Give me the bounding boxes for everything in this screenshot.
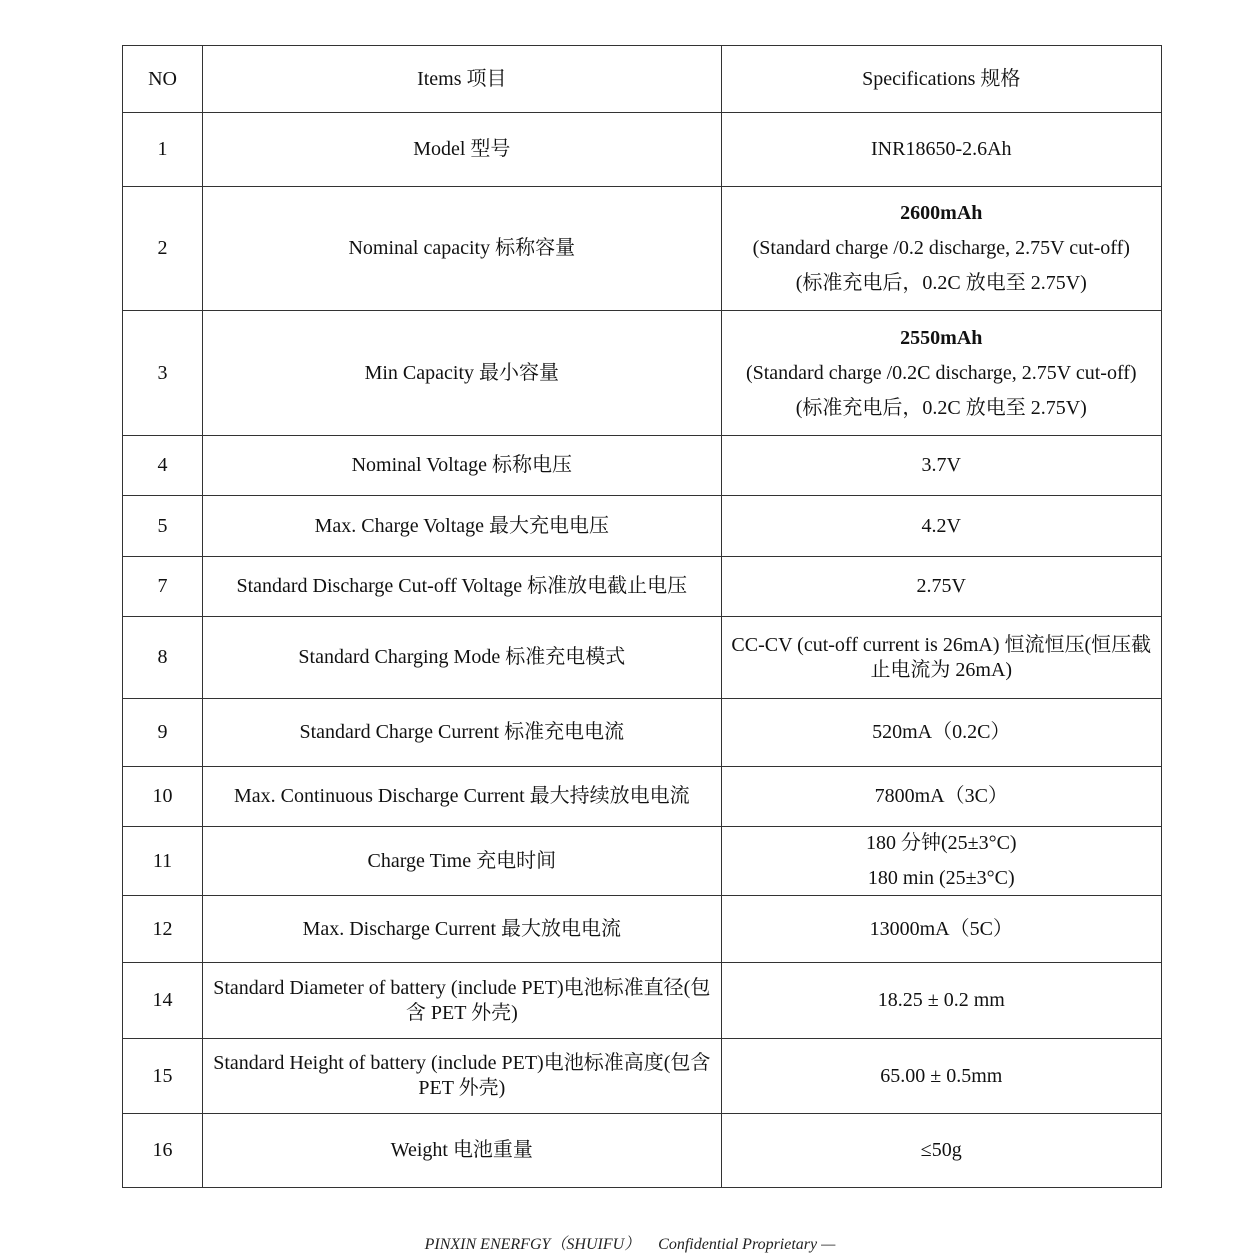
row-item: Weight 电池重量 <box>203 1114 721 1188</box>
row-spec <box>721 617 1161 699</box>
header-no: NO <box>123 46 203 113</box>
footer-note: Confidential Proprietary — <box>658 1236 836 1253</box>
row-item: Standard Height of battery (include PET)电池标准高度(包含 PET 外壳) <box>203 1039 721 1114</box>
spec-bold-value: 2550mAh <box>900 326 983 349</box>
row-no: 15 <box>123 1039 203 1114</box>
spec-line: 180 分钟(25±3°C) <box>865 832 1017 854</box>
spec-line: 18.25 ± 0.2 mm <box>877 989 1005 1011</box>
row-item: Max. Continuous Discharge Current 最大持续放电电流 <box>203 767 721 827</box>
table-row <box>123 699 1162 767</box>
spec-line: 13000mA（5C） <box>869 917 1013 940</box>
spec-line: 7800mA（3C） <box>874 785 1008 807</box>
spec-bold-value: 2600mAh <box>900 202 983 224</box>
row-spec <box>721 436 1161 496</box>
row-item: Model 型号 <box>203 113 721 187</box>
row-item: Charge Time 充电时间 <box>203 827 721 896</box>
row-no: 11 <box>123 827 203 896</box>
row-no: 12 <box>123 896 203 963</box>
spec-line: 65.00 ± 0.5mm <box>880 1064 1003 1087</box>
row-spec <box>721 1114 1161 1188</box>
spec-line: (标准充电后，0.2C 放电至 2.75V) <box>795 396 1087 419</box>
row-no: 2 <box>123 187 203 311</box>
spec-table <box>122 45 1162 1188</box>
footer-company: PINXIN ENERFGY（SHUIFU） <box>424 1236 641 1253</box>
row-spec <box>721 113 1161 187</box>
table-row <box>123 113 1162 187</box>
header-row <box>123 46 1162 113</box>
row-spec <box>721 896 1161 963</box>
row-spec <box>721 496 1161 557</box>
spec-line: 180 min (25±3°C) <box>867 867 1015 889</box>
row-item: Standard Diameter of battery (include PET)电池标准直径(包含 PET 外壳) <box>203 963 721 1039</box>
spec-line: ≤50g <box>920 1139 962 1161</box>
row-spec <box>721 827 1161 896</box>
page-footer <box>0 1231 1260 1254</box>
spec-line: CC-CV (cut-off current is 26mA) 恒流恒压(恒压截止电流为 26mA) <box>731 633 1152 681</box>
row-item: Max. Discharge Current 最大放电电流 <box>203 896 721 963</box>
row-spec <box>721 1039 1161 1114</box>
table-row <box>123 1039 1162 1114</box>
table-row <box>123 311 1162 436</box>
row-spec <box>721 311 1161 436</box>
row-spec <box>721 557 1161 617</box>
table-row <box>123 187 1162 311</box>
table-row <box>123 617 1162 699</box>
row-item: Standard Charge Current 标准充电电流 <box>203 699 721 767</box>
table-row <box>123 827 1162 896</box>
spec-line: INR18650-2.6Ah <box>871 138 1012 160</box>
row-spec <box>721 767 1161 827</box>
row-no: 5 <box>123 496 203 557</box>
row-no: 4 <box>123 436 203 496</box>
row-no: 8 <box>123 617 203 699</box>
spec-line: 4.2V <box>921 514 961 537</box>
table-row <box>123 963 1162 1039</box>
row-no: 1 <box>123 113 203 187</box>
row-no: 9 <box>123 699 203 767</box>
header-items: Items 项目 <box>203 46 721 113</box>
row-no: 14 <box>123 963 203 1039</box>
row-item: Standard Charging Mode 标准充电模式 <box>203 617 721 699</box>
table-row <box>123 436 1162 496</box>
row-spec <box>721 963 1161 1039</box>
spec-line: 3.7V <box>921 454 961 476</box>
table-row <box>123 557 1162 617</box>
row-no: 3 <box>123 311 203 436</box>
table-row <box>123 767 1162 827</box>
row-item: Nominal Voltage 标称电压 <box>203 436 721 496</box>
row-item: Nominal capacity 标称容量 <box>203 187 721 311</box>
row-no: 7 <box>123 557 203 617</box>
row-item: Standard Discharge Cut-off Voltage 标准放电截止电压 <box>203 557 721 617</box>
table-row <box>123 1114 1162 1188</box>
spec-line: (标准充电后，0.2C 放电至 2.75V) <box>795 272 1087 294</box>
spec-line: (Standard charge /0.2 discharge, 2.75V cut-off) <box>752 237 1130 259</box>
spec-line: (Standard charge /0.2C discharge, 2.75V cut-off) <box>745 361 1137 384</box>
row-spec <box>721 699 1161 767</box>
row-no: 10 <box>123 767 203 827</box>
table-row <box>123 496 1162 557</box>
row-no: 16 <box>123 1114 203 1188</box>
row-item: Max. Charge Voltage 最大充电电压 <box>203 496 721 557</box>
header-specifications: Specifications 规格 <box>721 46 1161 113</box>
spec-line: 520mA（0.2C） <box>872 721 1011 743</box>
row-item: Min Capacity 最小容量 <box>203 311 721 436</box>
table-row <box>123 896 1162 963</box>
spec-line: 2.75V <box>916 575 966 597</box>
row-spec <box>721 187 1161 311</box>
